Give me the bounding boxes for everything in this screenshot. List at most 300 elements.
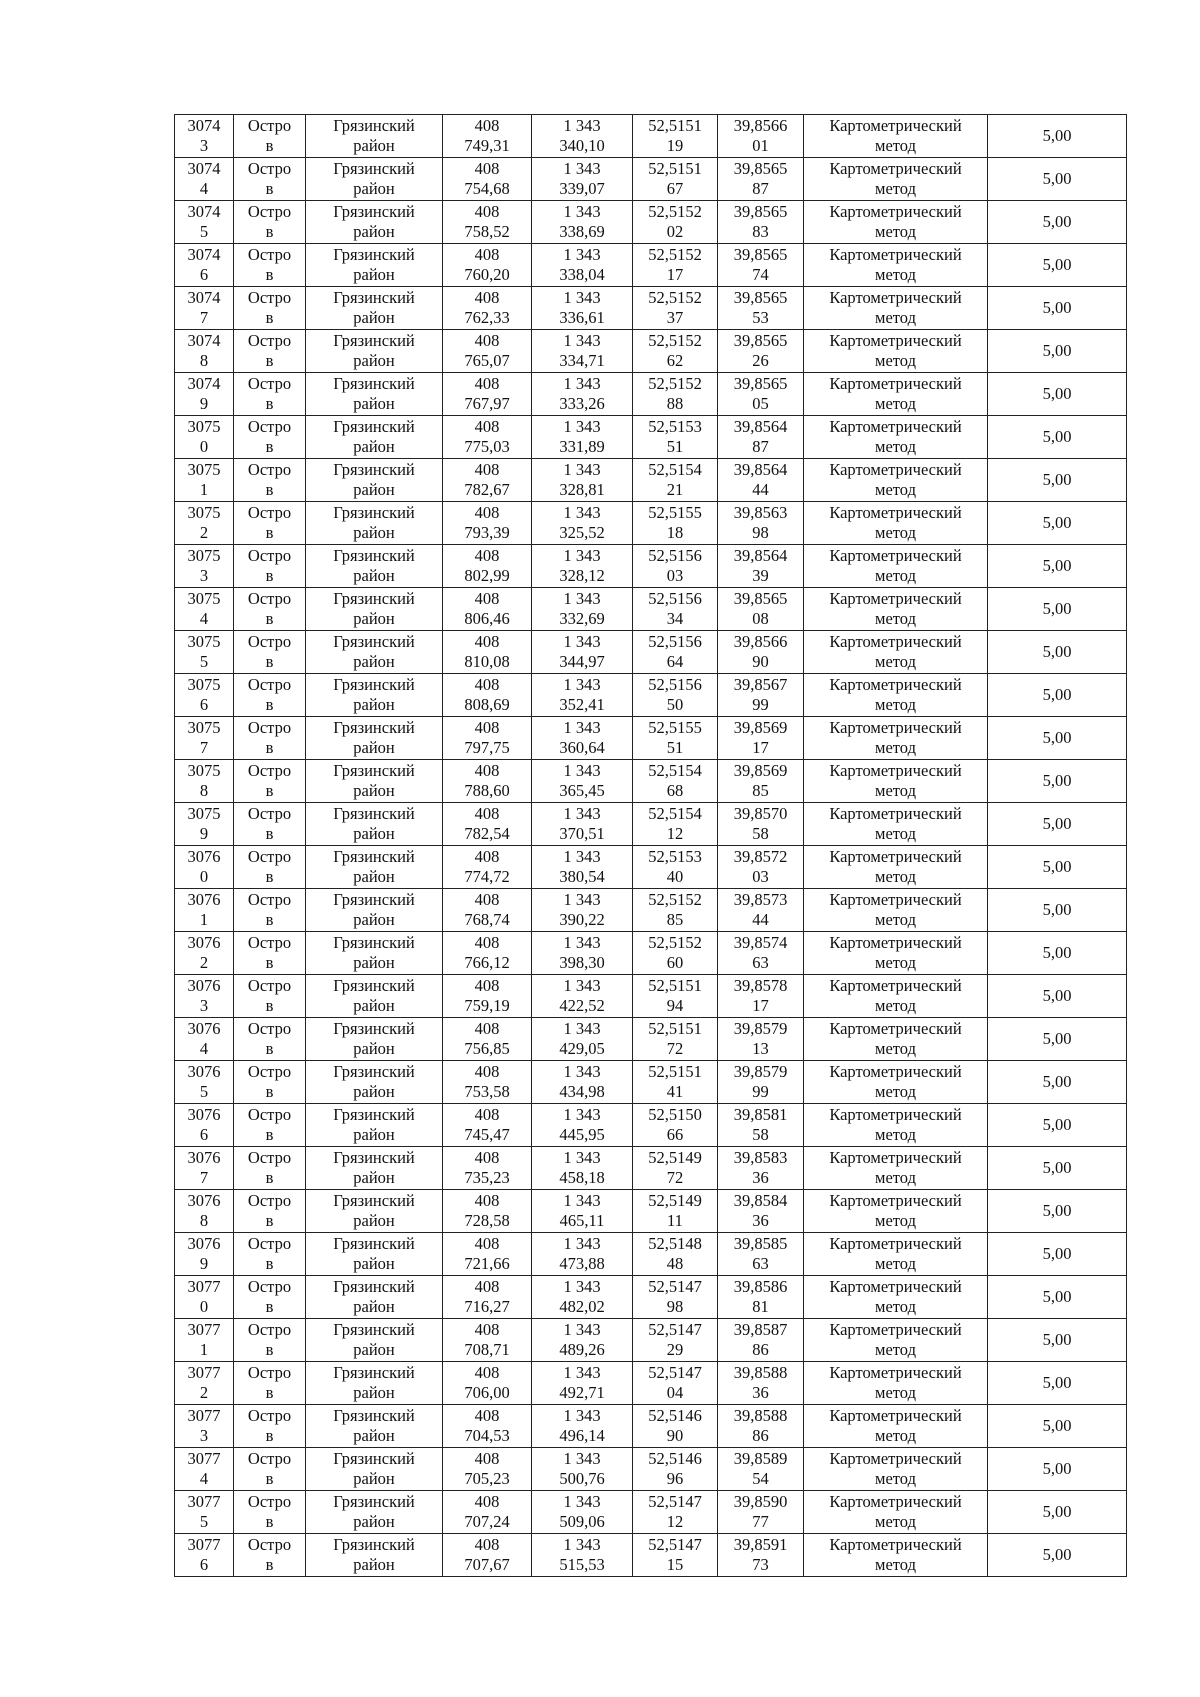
method-line: метод bbox=[875, 437, 916, 456]
y-coordinate-cell bbox=[532, 545, 633, 588]
point-number-line: 3075 bbox=[187, 589, 221, 608]
object-type-line: в bbox=[265, 1555, 274, 1574]
latitude-line: 12 bbox=[666, 824, 684, 843]
object-type-line: в bbox=[265, 910, 274, 929]
method-line: метод bbox=[875, 738, 916, 757]
point-number-line: 3 bbox=[199, 566, 209, 585]
latitude-line: 48 bbox=[666, 1254, 684, 1273]
method-line: Картометрический bbox=[829, 804, 962, 823]
latitude-line: 52,5155 bbox=[648, 503, 702, 522]
method-cell bbox=[804, 889, 988, 932]
object-type-line: в bbox=[265, 1168, 274, 1187]
district-line: Грязинский bbox=[333, 116, 415, 135]
y-coordinate-cell bbox=[532, 1233, 633, 1276]
object-type-line: в bbox=[265, 179, 274, 198]
district-line: район bbox=[353, 1211, 395, 1230]
y-coordinate-line: 1 343 bbox=[563, 847, 601, 866]
latitude-line: 52,5151 bbox=[648, 976, 702, 995]
method-cell bbox=[804, 158, 988, 201]
x-coordinate-cell bbox=[443, 373, 532, 416]
latitude-line: 51 bbox=[666, 738, 684, 757]
method-line: Картометрический bbox=[829, 417, 962, 436]
y-coordinate-line: 365,45 bbox=[559, 781, 605, 800]
object-type-line: Остро bbox=[247, 804, 292, 823]
x-coordinate-line: 408 bbox=[474, 1277, 500, 1296]
x-coordinate-line: 774,72 bbox=[464, 867, 510, 886]
object-type-line: Остро bbox=[247, 1363, 292, 1382]
longitude-line: 99 bbox=[752, 1082, 769, 1101]
y-coordinate-cell bbox=[532, 1362, 633, 1405]
point-number-line: 3076 bbox=[187, 847, 221, 866]
accuracy-value: 5,00 bbox=[1042, 255, 1072, 274]
point-number-line: 7 bbox=[199, 1168, 209, 1187]
object-type-cell bbox=[234, 502, 306, 545]
x-coordinate-cell bbox=[443, 1233, 532, 1276]
latitude-cell bbox=[633, 1405, 718, 1448]
object-type-cell bbox=[234, 1448, 306, 1491]
accuracy-cell bbox=[988, 717, 1127, 760]
latitude-cell bbox=[633, 201, 718, 244]
y-coordinate-line: 370,51 bbox=[559, 824, 605, 843]
accuracy-value: 5,00 bbox=[1042, 1502, 1072, 1521]
object-type-line: в bbox=[265, 867, 274, 886]
latitude-line: 18 bbox=[666, 523, 684, 542]
method-line: метод bbox=[875, 953, 916, 972]
longitude-line: 26 bbox=[752, 351, 769, 370]
method-line: Картометрический bbox=[829, 546, 962, 565]
district-line: район bbox=[353, 480, 395, 499]
latitude-line: 72 bbox=[666, 1039, 684, 1058]
district-line: Грязинский bbox=[333, 159, 415, 178]
district-line: район bbox=[353, 1039, 395, 1058]
object-type-line: в bbox=[265, 1512, 274, 1531]
table-row bbox=[175, 846, 1127, 889]
x-coordinate-cell bbox=[443, 1534, 532, 1577]
method-line: метод bbox=[875, 1340, 916, 1359]
object-type-line: в bbox=[265, 824, 274, 843]
district-cell bbox=[306, 846, 443, 889]
latitude-line: 52,5152 bbox=[648, 933, 702, 952]
object-type-line: Остро bbox=[247, 632, 292, 651]
x-coordinate-cell bbox=[443, 1448, 532, 1491]
y-coordinate-cell bbox=[532, 760, 633, 803]
district-cell bbox=[306, 373, 443, 416]
object-type-line: в bbox=[265, 1340, 274, 1359]
object-type-cell bbox=[234, 158, 306, 201]
x-coordinate-cell bbox=[443, 631, 532, 674]
y-coordinate-cell bbox=[532, 244, 633, 287]
method-line: метод bbox=[875, 1383, 916, 1402]
x-coordinate-cell bbox=[443, 803, 532, 846]
method-line: метод bbox=[875, 910, 916, 929]
method-cell bbox=[804, 1319, 988, 1362]
district-line: Грязинский bbox=[333, 1105, 415, 1124]
method-line: Картометрический bbox=[829, 1062, 962, 1081]
point-number-line: 3074 bbox=[187, 288, 221, 307]
x-coordinate-line: 408 bbox=[474, 589, 500, 608]
object-type-line: в bbox=[265, 1211, 274, 1230]
point-number-line: 3075 bbox=[187, 632, 221, 651]
district-line: район bbox=[353, 738, 395, 757]
longitude-line: 39,8589 bbox=[733, 1449, 788, 1468]
longitude-cell bbox=[718, 889, 804, 932]
latitude-cell bbox=[633, 1147, 718, 1190]
object-type-line: в bbox=[265, 1039, 274, 1058]
y-coordinate-line: 1 343 bbox=[563, 1320, 601, 1339]
longitude-line: 53 bbox=[752, 308, 769, 327]
x-coordinate-line: 408 bbox=[474, 718, 500, 737]
method-line: метод bbox=[875, 523, 916, 542]
method-line: Картометрический bbox=[829, 1148, 962, 1167]
y-coordinate-line: 1 343 bbox=[563, 288, 601, 307]
method-line: Картометрический bbox=[829, 374, 962, 393]
object-type-line: Остро bbox=[247, 417, 292, 436]
method-cell bbox=[804, 975, 988, 1018]
table-row bbox=[175, 1190, 1127, 1233]
x-coordinate-cell bbox=[443, 158, 532, 201]
table-row bbox=[175, 330, 1127, 373]
accuracy-cell bbox=[988, 158, 1127, 201]
y-coordinate-line: 515,53 bbox=[559, 1555, 605, 1574]
x-coordinate-line: 408 bbox=[474, 1019, 500, 1038]
object-type-line: в bbox=[265, 1125, 274, 1144]
point-number-line: 0 bbox=[199, 437, 209, 456]
x-coordinate-line: 408 bbox=[474, 1406, 500, 1425]
method-cell bbox=[804, 1276, 988, 1319]
method-line: метод bbox=[875, 136, 916, 155]
district-cell bbox=[306, 158, 443, 201]
point-number-line: 2 bbox=[199, 1383, 209, 1402]
point-number-cell bbox=[175, 373, 234, 416]
y-coordinate-line: 473,88 bbox=[559, 1254, 605, 1273]
y-coordinate-line: 496,14 bbox=[559, 1426, 605, 1445]
y-coordinate-line: 422,52 bbox=[559, 996, 605, 1015]
accuracy-value: 5,00 bbox=[1042, 470, 1072, 489]
object-type-cell bbox=[234, 803, 306, 846]
table-body bbox=[175, 115, 1127, 1577]
district-line: Грязинский bbox=[333, 761, 415, 780]
latitude-cell bbox=[633, 760, 718, 803]
method-cell bbox=[804, 1233, 988, 1276]
point-number-cell bbox=[175, 803, 234, 846]
district-cell bbox=[306, 502, 443, 545]
method-line: метод bbox=[875, 1254, 916, 1273]
y-coordinate-line: 339,07 bbox=[559, 179, 605, 198]
point-number-cell bbox=[175, 416, 234, 459]
latitude-cell bbox=[633, 1448, 718, 1491]
accuracy-value: 5,00 bbox=[1042, 943, 1072, 962]
table-row bbox=[175, 1018, 1127, 1061]
point-number-line: 5 bbox=[199, 652, 209, 671]
point-number-line: 3075 bbox=[187, 675, 221, 694]
district-cell bbox=[306, 932, 443, 975]
latitude-line: 52,5154 bbox=[648, 761, 702, 780]
point-number-cell bbox=[175, 330, 234, 373]
accuracy-cell bbox=[988, 1405, 1127, 1448]
method-line: Картометрический bbox=[829, 331, 962, 350]
object-type-cell bbox=[234, 1018, 306, 1061]
y-coordinate-line: 380,54 bbox=[559, 867, 605, 886]
x-coordinate-line: 754,68 bbox=[464, 179, 510, 198]
x-coordinate-cell bbox=[443, 1147, 532, 1190]
method-cell bbox=[804, 287, 988, 330]
longitude-line: 39,8585 bbox=[733, 1234, 788, 1253]
method-line: метод bbox=[875, 1297, 916, 1316]
method-cell bbox=[804, 373, 988, 416]
point-number-line: 3075 bbox=[187, 761, 221, 780]
longitude-line: 58 bbox=[752, 1125, 769, 1144]
district-line: район bbox=[353, 867, 395, 886]
object-type-line: в bbox=[265, 1469, 274, 1488]
point-number-cell bbox=[175, 889, 234, 932]
y-coordinate-line: 1 343 bbox=[563, 761, 601, 780]
object-type-cell bbox=[234, 244, 306, 287]
y-coordinate-line: 352,41 bbox=[559, 695, 605, 714]
accuracy-cell bbox=[988, 459, 1127, 502]
y-coordinate-line: 1 343 bbox=[563, 1363, 601, 1382]
accuracy-value: 5,00 bbox=[1042, 556, 1072, 575]
y-coordinate-line: 465,11 bbox=[559, 1211, 605, 1230]
district-line: район bbox=[353, 222, 395, 241]
method-line: метод bbox=[875, 1426, 916, 1445]
y-coordinate-cell bbox=[532, 1018, 633, 1061]
x-coordinate-cell bbox=[443, 674, 532, 717]
table-row bbox=[175, 459, 1127, 502]
point-number-line: 3 bbox=[199, 136, 209, 155]
latitude-line: 51 bbox=[666, 437, 684, 456]
y-coordinate-cell bbox=[532, 1448, 633, 1491]
latitude-cell bbox=[633, 1276, 718, 1319]
x-coordinate-cell bbox=[443, 416, 532, 459]
x-coordinate-cell bbox=[443, 201, 532, 244]
district-cell bbox=[306, 1104, 443, 1147]
latitude-cell bbox=[633, 803, 718, 846]
x-coordinate-line: 408 bbox=[474, 761, 500, 780]
district-line: район bbox=[353, 1297, 395, 1316]
table-row bbox=[175, 760, 1127, 803]
accuracy-cell bbox=[988, 1190, 1127, 1233]
longitude-cell bbox=[718, 803, 804, 846]
longitude-line: 39,8578 bbox=[733, 976, 788, 995]
district-cell bbox=[306, 201, 443, 244]
district-line: район bbox=[353, 179, 395, 198]
longitude-line: 63 bbox=[752, 1254, 769, 1273]
point-number-cell bbox=[175, 1534, 234, 1577]
object-type-line: Остро bbox=[247, 202, 292, 221]
x-coordinate-line: 408 bbox=[474, 1320, 500, 1339]
point-number-cell bbox=[175, 244, 234, 287]
accuracy-cell bbox=[988, 1061, 1127, 1104]
longitude-line: 36 bbox=[752, 1383, 769, 1402]
district-cell bbox=[306, 115, 443, 158]
x-coordinate-line: 408 bbox=[474, 976, 500, 995]
point-number-line: 3074 bbox=[187, 116, 221, 135]
district-line: Грязинский bbox=[333, 245, 415, 264]
district-line: Грязинский bbox=[333, 675, 415, 694]
district-line: район bbox=[353, 523, 395, 542]
method-line: Картометрический bbox=[829, 288, 962, 307]
district-line: Грязинский bbox=[333, 1363, 415, 1382]
point-number-line: 5 bbox=[199, 1512, 209, 1531]
latitude-line: 94 bbox=[666, 996, 684, 1015]
point-number-line: 3077 bbox=[187, 1406, 221, 1425]
accuracy-cell bbox=[988, 1448, 1127, 1491]
table-row bbox=[175, 1276, 1127, 1319]
point-number-line: 9 bbox=[199, 824, 209, 843]
object-type-line: Остро bbox=[247, 718, 292, 737]
x-coordinate-cell bbox=[443, 760, 532, 803]
x-coordinate-line: 745,47 bbox=[464, 1125, 510, 1144]
object-type-cell bbox=[234, 373, 306, 416]
latitude-cell bbox=[633, 1233, 718, 1276]
method-cell bbox=[804, 932, 988, 975]
y-coordinate-line: 489,26 bbox=[559, 1340, 605, 1359]
accuracy-value: 5,00 bbox=[1042, 212, 1072, 231]
method-line: метод bbox=[875, 1082, 916, 1101]
latitude-cell bbox=[633, 545, 718, 588]
latitude-line: 52,5156 bbox=[648, 589, 702, 608]
district-line: район bbox=[353, 351, 395, 370]
table-row bbox=[175, 588, 1127, 631]
accuracy-value: 5,00 bbox=[1042, 384, 1072, 403]
method-cell bbox=[804, 1362, 988, 1405]
district-line: район bbox=[353, 1469, 395, 1488]
x-coordinate-line: 760,20 bbox=[464, 265, 510, 284]
latitude-line: 96 bbox=[666, 1469, 684, 1488]
point-number-line: 3076 bbox=[187, 1062, 221, 1081]
object-type-line: в bbox=[265, 695, 274, 714]
x-coordinate-line: 708,71 bbox=[464, 1340, 510, 1359]
table-row bbox=[175, 1104, 1127, 1147]
object-type-cell bbox=[234, 115, 306, 158]
district-cell bbox=[306, 416, 443, 459]
district-line: район bbox=[353, 394, 395, 413]
method-line: метод bbox=[875, 480, 916, 499]
point-number-cell bbox=[175, 674, 234, 717]
y-coordinate-line: 336,61 bbox=[559, 308, 605, 327]
object-type-cell bbox=[234, 416, 306, 459]
longitude-line: 39,8588 bbox=[733, 1363, 788, 1382]
x-coordinate-cell bbox=[443, 889, 532, 932]
x-coordinate-line: 408 bbox=[474, 331, 500, 350]
latitude-line: 52,5155 bbox=[648, 718, 702, 737]
object-type-line: Остро bbox=[247, 1406, 292, 1425]
table-row bbox=[175, 717, 1127, 760]
latitude-line: 52,5153 bbox=[648, 417, 702, 436]
object-type-line: в bbox=[265, 351, 274, 370]
accuracy-value: 5,00 bbox=[1042, 685, 1072, 704]
point-number-line: 3075 bbox=[187, 718, 221, 737]
method-line: метод bbox=[875, 1469, 916, 1488]
district-line: Грязинский bbox=[333, 288, 415, 307]
district-line: Грязинский bbox=[333, 1191, 415, 1210]
longitude-line: 39,8564 bbox=[733, 460, 788, 479]
object-type-cell bbox=[234, 1362, 306, 1405]
longitude-line: 39,8565 bbox=[733, 245, 788, 264]
longitude-line: 36 bbox=[752, 1211, 769, 1230]
object-type-line: Остро bbox=[247, 331, 292, 350]
y-coordinate-line: 1 343 bbox=[563, 460, 601, 479]
latitude-line: 52,5152 bbox=[648, 890, 702, 909]
accuracy-value: 5,00 bbox=[1042, 298, 1072, 317]
x-coordinate-line: 802,99 bbox=[464, 566, 510, 585]
table-row bbox=[175, 803, 1127, 846]
table-row bbox=[175, 416, 1127, 459]
y-coordinate-cell bbox=[532, 631, 633, 674]
method-cell bbox=[804, 115, 988, 158]
accuracy-cell bbox=[988, 1276, 1127, 1319]
longitude-cell bbox=[718, 1491, 804, 1534]
longitude-line: 39,8565 bbox=[733, 374, 788, 393]
longitude-line: 39,8564 bbox=[733, 417, 788, 436]
latitude-line: 15 bbox=[666, 1555, 684, 1574]
table-row bbox=[175, 975, 1127, 1018]
accuracy-value: 5,00 bbox=[1042, 513, 1072, 532]
method-line: метод bbox=[875, 265, 916, 284]
x-coordinate-cell bbox=[443, 1405, 532, 1448]
longitude-line: 81 bbox=[752, 1297, 769, 1316]
y-coordinate-cell bbox=[532, 1147, 633, 1190]
accuracy-value: 5,00 bbox=[1042, 1244, 1072, 1263]
x-coordinate-line: 728,58 bbox=[464, 1211, 510, 1230]
district-cell bbox=[306, 330, 443, 373]
district-cell bbox=[306, 1147, 443, 1190]
x-coordinate-cell bbox=[443, 975, 532, 1018]
point-number-line: 3074 bbox=[187, 202, 221, 221]
point-number-line: 0 bbox=[199, 867, 209, 886]
accuracy-value: 5,00 bbox=[1042, 341, 1072, 360]
x-coordinate-cell bbox=[443, 115, 532, 158]
object-type-cell bbox=[234, 760, 306, 803]
latitude-line: 98 bbox=[666, 1297, 684, 1316]
method-line: Картометрический bbox=[829, 675, 962, 694]
object-type-cell bbox=[234, 1147, 306, 1190]
latitude-line: 52,5151 bbox=[648, 1019, 702, 1038]
longitude-cell bbox=[718, 674, 804, 717]
latitude-line: 21 bbox=[666, 480, 684, 499]
district-line: район bbox=[353, 566, 395, 585]
y-coordinate-cell bbox=[532, 674, 633, 717]
longitude-line: 39,8569 bbox=[733, 761, 788, 780]
latitude-line: 34 bbox=[666, 609, 684, 628]
table-row bbox=[175, 158, 1127, 201]
district-line: район bbox=[353, 1082, 395, 1101]
latitude-cell bbox=[633, 373, 718, 416]
district-line: Грязинский bbox=[333, 1062, 415, 1081]
latitude-line: 17 bbox=[666, 265, 684, 284]
y-coordinate-cell bbox=[532, 889, 633, 932]
method-cell bbox=[804, 416, 988, 459]
x-coordinate-line: 782,67 bbox=[464, 480, 510, 499]
method-cell bbox=[804, 803, 988, 846]
point-number-line: 1 bbox=[199, 1340, 209, 1359]
accuracy-cell bbox=[988, 1362, 1127, 1405]
point-number-line: 5 bbox=[199, 1082, 209, 1101]
longitude-cell bbox=[718, 1147, 804, 1190]
point-number-line: 3 bbox=[199, 996, 209, 1015]
object-type-cell bbox=[234, 674, 306, 717]
point-number-line: 3076 bbox=[187, 1019, 221, 1038]
accuracy-value: 5,00 bbox=[1042, 1115, 1072, 1134]
latitude-line: 52,5148 bbox=[648, 1234, 702, 1253]
latitude-line: 11 bbox=[667, 1211, 683, 1230]
y-coordinate-cell bbox=[532, 1276, 633, 1319]
latitude-line: 52,5156 bbox=[648, 632, 702, 651]
district-line: Грязинский bbox=[333, 331, 415, 350]
district-line: Грязинский bbox=[333, 1535, 415, 1554]
method-line: метод bbox=[875, 609, 916, 628]
object-type-cell bbox=[234, 846, 306, 889]
